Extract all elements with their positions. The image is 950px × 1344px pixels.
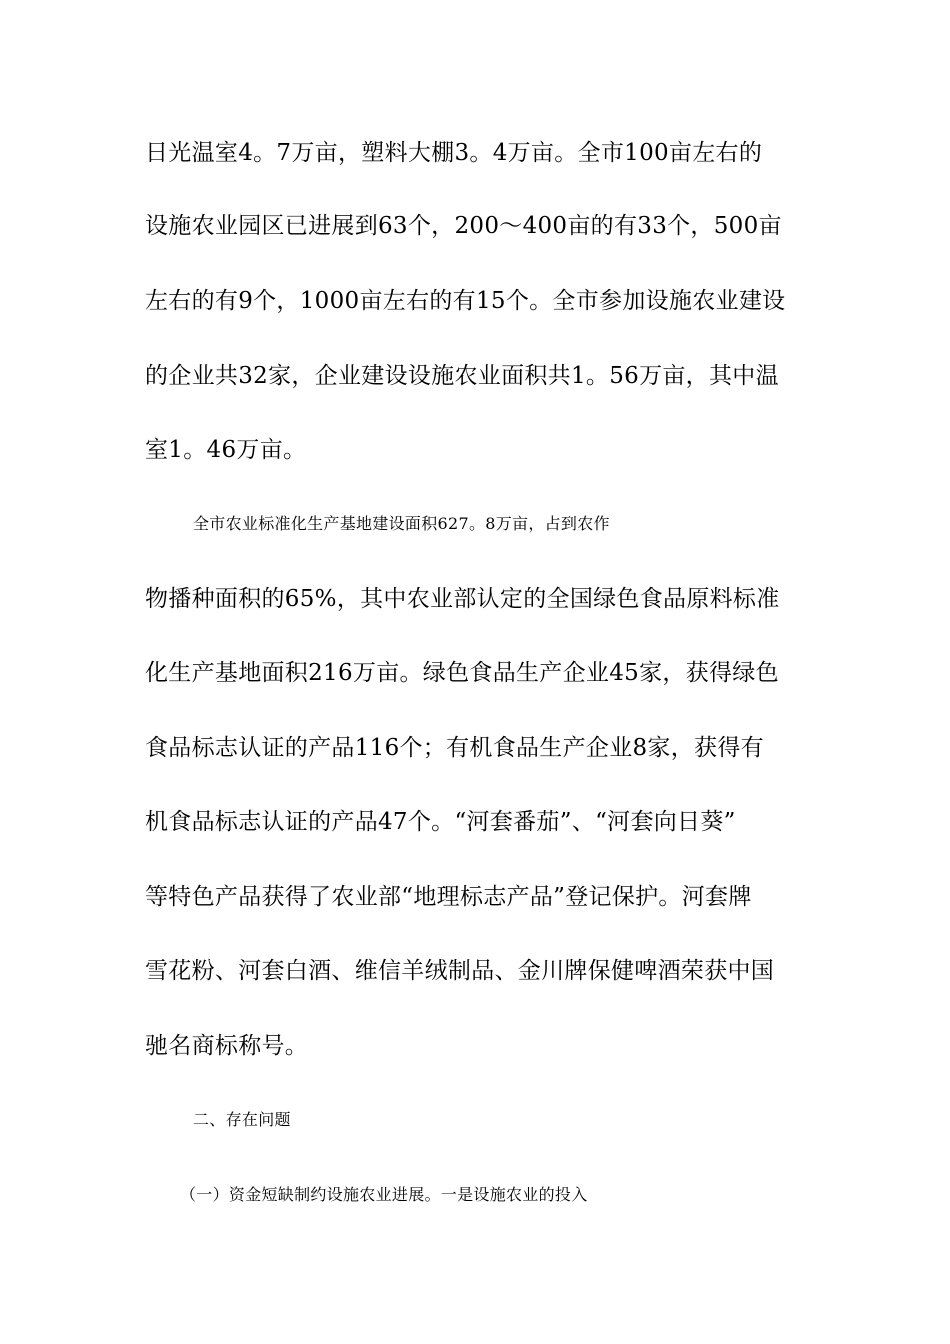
text-line: 日光温室4。7万亩，塑料大棚3。4万亩。全市100亩左右的 — [145, 140, 763, 166]
text-line: 机食品标志认证的产品47个。“河套番茄”、“河套向日葵” — [145, 809, 736, 835]
text-line: 的企业共32家，企业建设设施农业面积共1。56万亩，其中温 — [145, 363, 779, 389]
text-line: 设施农业园区已进展到63个，200～400亩的有33个，500亩 — [145, 213, 782, 239]
text-line: 左右的有9个，1000亩左右的有15个。全市参加设施农业建设 — [145, 288, 786, 314]
text-line: 驰名商标称号。 — [145, 1033, 309, 1059]
text-line: 等特色产品获得了农业部“地理标志产品”登记保护。河套牌 — [145, 884, 752, 910]
section-heading: 二、存在问题 — [193, 1110, 291, 1129]
text-line: 化生产基地面积216万亩。绿色食品生产企业45家，获得绿色 — [145, 660, 779, 686]
paragraph-first-line: 全市农业标准化生产基地建设面积627。8万亩，占到农作 — [193, 514, 610, 533]
subsection-heading: （一）资金短缺制约设施农业进展。一是设施农业的投入 — [180, 1185, 588, 1204]
text-line: 物播种面积的65%，其中农业部认定的全国绿色食品原料标准 — [145, 586, 780, 612]
text-line: 雪花粉、河套白酒、维信羊绒制品、金川牌保健啤酒荣获中国 — [145, 958, 775, 984]
text-line: 食品标志认证的产品116个；有机食品生产企业8家，获得有 — [145, 735, 764, 761]
text-line: 室1。46万亩。 — [145, 437, 307, 463]
